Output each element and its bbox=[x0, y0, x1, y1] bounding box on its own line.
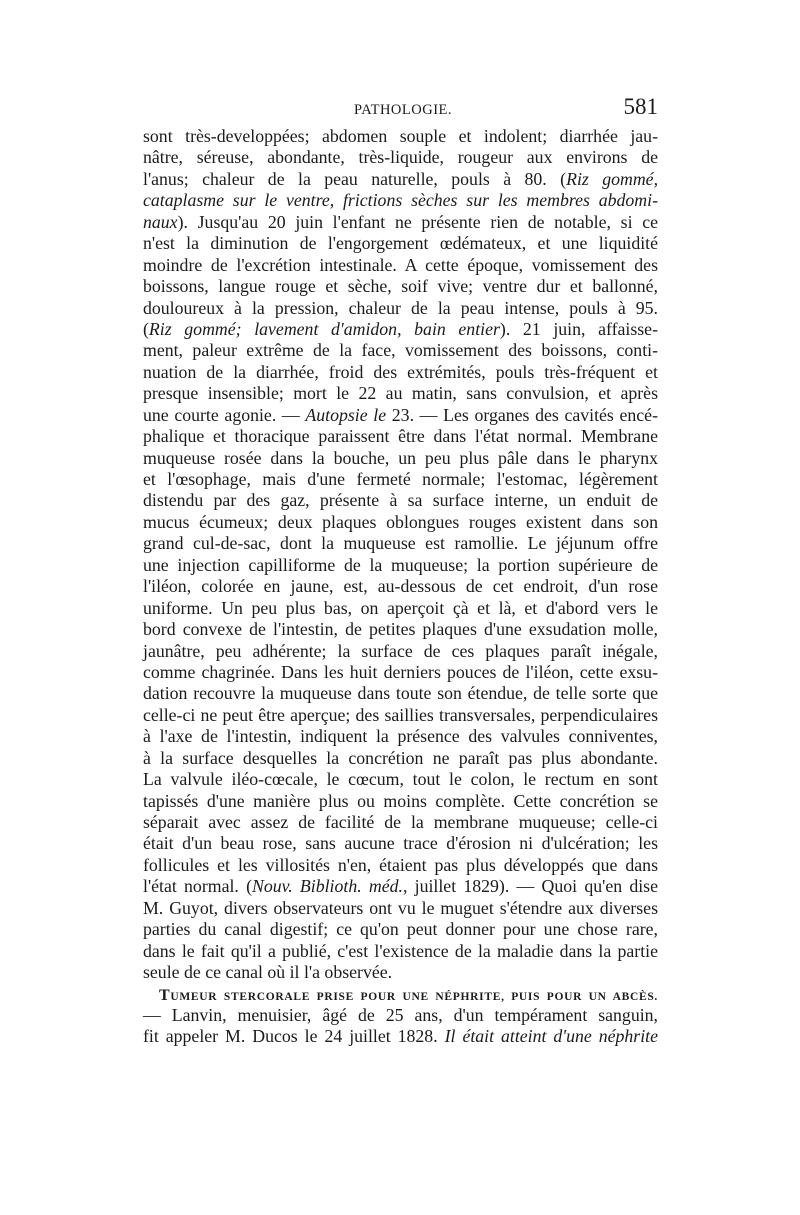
text-line: fit appeler M. Ducos le 24 juillet 1828. Il était atteint d'une néphrite bbox=[143, 1026, 658, 1047]
text-line: à la surface desquelles la concrétion ne paraît pas plus abondante. bbox=[143, 747, 658, 768]
text-line: nuation de la diarrhée, froid des extrémités, pouls très-fréquent et bbox=[143, 361, 658, 382]
text-line: une injection capilliforme de la muqueuse; la portion supérieure de bbox=[143, 554, 658, 575]
text-line: et l'œsophage, mais d'une fermeté normale; l'estomac, légèrement bbox=[143, 469, 658, 489]
text-line: distendu par des gaz, présente à sa surface interne, un enduit de bbox=[143, 490, 658, 511]
text-line: cataplasme sur le ventre, frictions sèches sur les membres abdomi- bbox=[143, 190, 658, 211]
text-line: l'état normal. (Nouv. Biblioth. méd., juillet 1829). — Quoi qu'en dise bbox=[143, 876, 658, 897]
text-line: grand cul-de-sac, dont la muqueuse est ramollie. Le jéjunum offre bbox=[143, 533, 658, 554]
text-line: parties du canal digestif; ce qu'on peut donner pour une chose rare, bbox=[143, 919, 658, 940]
text-line: ment, paleur extrême de la face, vomissement des boissons, conti- bbox=[143, 340, 658, 361]
text-line: nâtre, séreuse, abondante, très-liquide, rougeur aux environs de bbox=[143, 147, 658, 168]
text-line: muqueuse rosée dans la bouche, un peu plus pâle dans le pharynx bbox=[143, 447, 658, 468]
text-line: une courte agonie. — Autopsie le 23. — Les organes des cavités encé- bbox=[143, 404, 658, 425]
text-line: sont très-developpées; abdomen souple et indolent; diarrhée jau- bbox=[143, 126, 658, 146]
page-number: 581 bbox=[623, 94, 658, 119]
text-line: presque insensible; mort le 22 au matin, sans convulsion, et après bbox=[143, 383, 658, 404]
text-line: boissons, langue rouge et sèche, soif vive; ventre dur et ballonné, bbox=[143, 276, 658, 297]
text-line: (Riz gommé; lavement d'amidon, bain entier). 21 juin, affaisse- bbox=[143, 318, 658, 339]
text-line: phalique et thoracique paraissent être dans l'état normal. Membrane bbox=[143, 426, 658, 447]
text-line: La valvule iléo-cœcale, le cœcum, tout le colon, le rectum en sont bbox=[143, 769, 658, 790]
text-line: douloureux à la pression, chaleur de la peau intense, pouls à 95. bbox=[143, 297, 658, 318]
text-line: naux). Jusqu'au 20 juin l'enfant ne présente rien de notable, si ce bbox=[143, 211, 658, 232]
body-text bbox=[143, 126, 658, 1048]
text-line: celle-ci ne peut être aperçue; des saillies transversales, perpendiculaires bbox=[143, 704, 658, 725]
text-line: moindre de l'excrétion intestinale. A cette époque, vomissement des bbox=[143, 254, 658, 275]
text-line: à l'axe de l'intestin, indiquent la présence des valvules conniventes, bbox=[143, 726, 658, 747]
text-line: comme chagrinée. Dans les huit derniers pouces de l'iléon, cette exsu- bbox=[143, 661, 658, 682]
text-line: bord convexe de l'intestin, de petites plaques d'une exsudation molle, bbox=[143, 619, 658, 640]
text-line: était d'un beau rose, sans aucune trace d'érosion ni d'ulcération; les bbox=[143, 833, 658, 854]
text-line: follicules et les villosités n'en, étaient pas plus développés que dans bbox=[143, 854, 658, 875]
text-line: dans le fait qu'il a publié, c'est l'existence de la maladie dans la partie bbox=[143, 940, 658, 961]
text-line: tapissés d'une manière plus ou moins complète. Cette concrétion se bbox=[143, 790, 658, 811]
text-line: — Lanvin, menuisier, âgé de 25 ans, d'un tempérament sanguin, bbox=[143, 1004, 658, 1025]
section-title: TUMEUR STERCORALE PRISE POUR UNE NÉPHRITE, PUIS POUR UN ABCÈS. bbox=[159, 986, 658, 1004]
text-line: séparait avec assez de facilité de la membrane muqueuse; celle-ci bbox=[143, 812, 658, 832]
text-line: M. Guyot, divers observateurs ont vu le muguet s'étendre aux diverses bbox=[143, 897, 658, 918]
page-header bbox=[143, 96, 658, 126]
running-head: PATHOLOGIE. bbox=[354, 102, 453, 118]
text-line: jaunâtre, peu adhérente; la surface de ces plaques paraît inégale, bbox=[143, 640, 658, 661]
text-line: mucus écumeux; deux plaques oblongues rouges existent dans son bbox=[143, 511, 658, 532]
text-line: n'est la diminution de l'engorgement œdémateux, et une liquidité bbox=[143, 233, 658, 254]
text-line: l'anus; chaleur de la peau naturelle, pouls à 80. (Riz gommé, bbox=[143, 168, 659, 189]
text-line: l'iléon, colorée en jaune, est, au-dessous de cet endroit, d'un rose bbox=[143, 576, 658, 597]
text-line: dation recouvre la muqueuse dans toute son étendue, de telle sorte que bbox=[143, 683, 658, 704]
text-line: seule de ce canal où il l'a observée. bbox=[143, 962, 393, 983]
text-line: uniforme. Un peu plus bas, on aperçoit çà et là, et d'abord vers le bbox=[143, 597, 658, 618]
